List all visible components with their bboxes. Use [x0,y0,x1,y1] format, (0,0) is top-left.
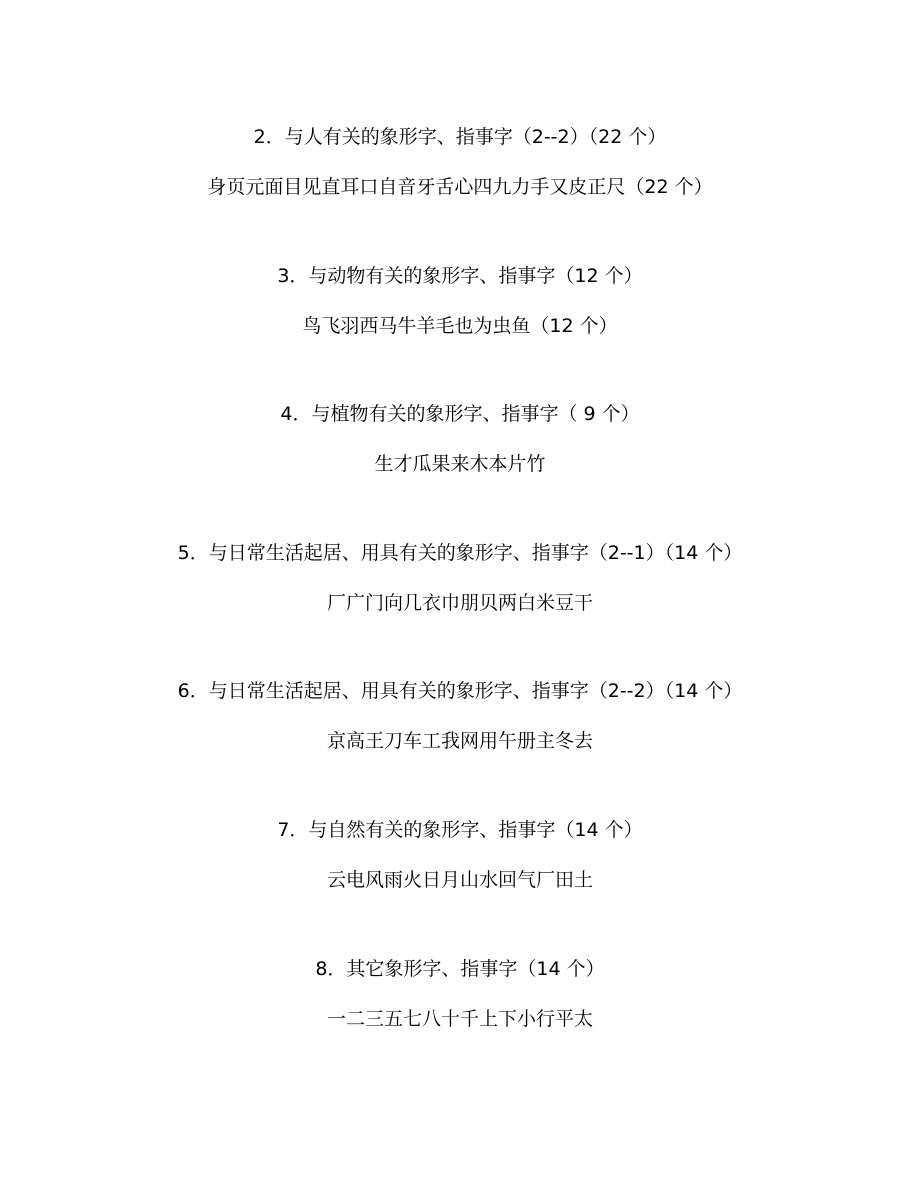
section-plants [0,401,920,540]
section-daily-life-2 [0,678,920,817]
section-daily-life-1 [0,540,920,679]
section-characters: 鸟飞羽西马牛羊毛也为虫鱼（12 个） [302,314,618,337]
section-people [0,124,920,263]
section-heading: 4．与植物有关的象形字、指事字（ 9 个） [280,403,640,426]
section-other [0,956,920,1095]
section-heading: 2．与人有关的象形字、指事字（2--2）（22 个） [253,126,667,148]
section-heading: 5．与日常生活起居、用具有关的象形字、指事字（2--1）（14 个） [177,541,743,564]
section-characters: 云电风雨火日月山水回气厂田土 [326,868,593,891]
section-heading: 8．其它象形字、指事字（14 个） [315,957,605,980]
section-animals [0,263,920,402]
section-nature [0,817,920,956]
section-characters: 一二三五七八十千上下小行平太 [326,1007,593,1030]
section-characters: 生才瓜果来木本片竹 [374,453,546,476]
section-heading: 6．与日常生活起居、用具有关的象形字、指事字（2--2）（14 个） [177,680,743,703]
section-heading: 7．与自然有关的象形字、指事字（14 个） [277,818,643,841]
section-heading: 3．与动物有关的象形字、指事字（12 个） [277,264,643,287]
section-characters: 身页元面目见直耳口自音牙舌心四九力手又皮正尺（22 个） [207,176,713,198]
section-characters: 厂广门向几衣巾朋贝两白米豆干 [326,591,593,614]
character-sections [0,124,920,1094]
section-characters: 京高王刀车工我网用午册主冬去 [326,730,593,753]
